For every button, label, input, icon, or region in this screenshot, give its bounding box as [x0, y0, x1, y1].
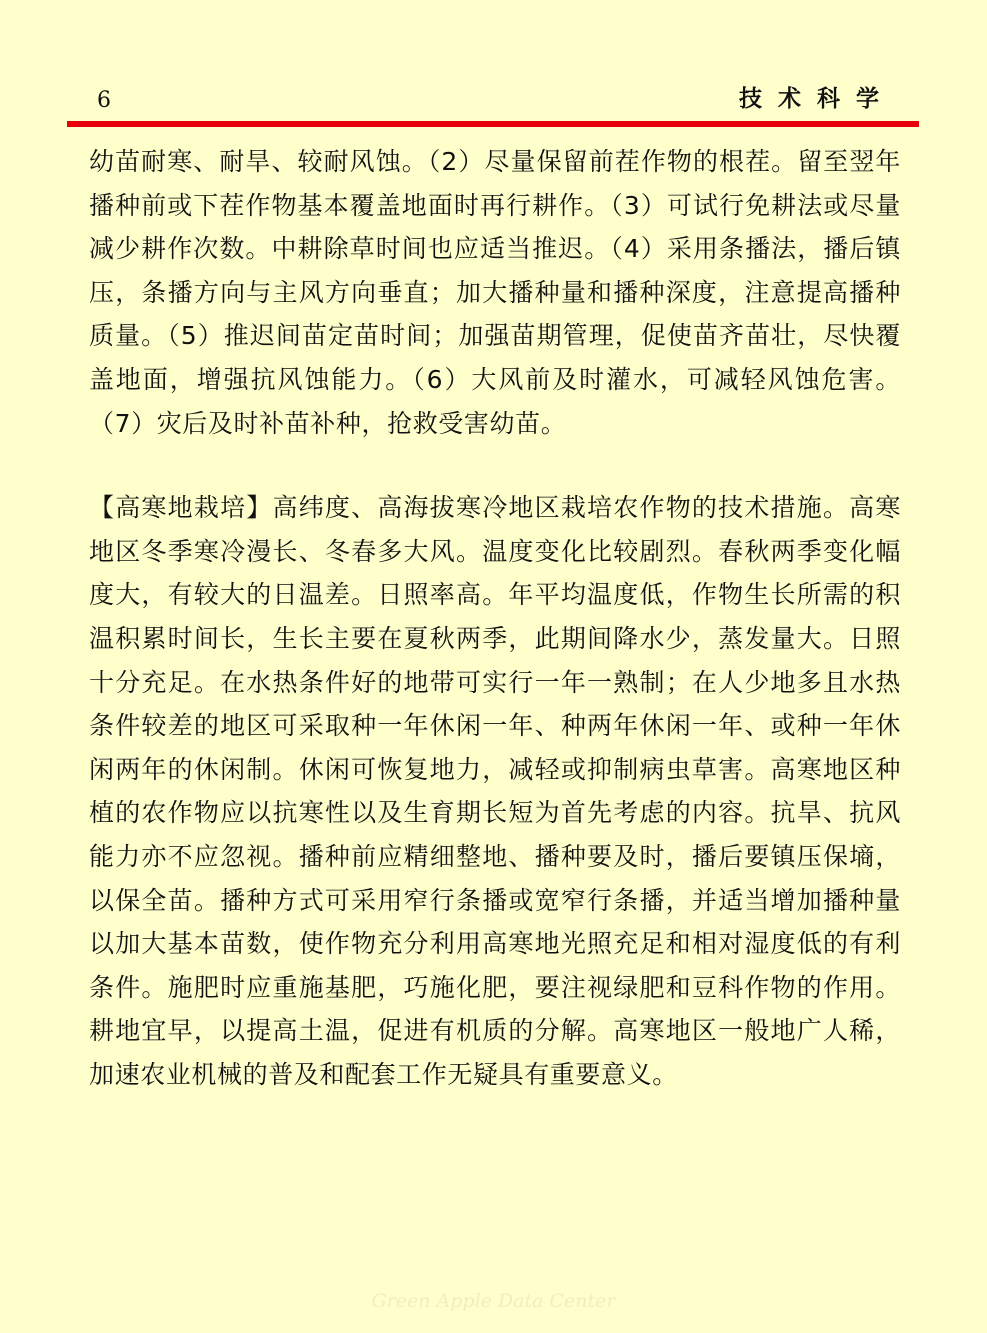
- paragraph: 幼苗耐寒、耐旱、较耐风蚀。（2）尽量保留前茬作物的根茬。留至翌年播种前或下茬作物基本覆盖地面时再行耕作。（3）可试行免耕法或尽量减少耕作次数。中耕除草时间也应适当推迟。（4）采用条播法，播后镇压，条播方向与主风方向垂直；加大播种量和播种深度，注意提高播种质量。（5）推迟间苗定苗时间；加强苗期管理，促使苗齐苗壮，尽快覆盖地面，增强抗风蚀能力。（6）大风前及时灌水，可减轻风蚀危害。（7）灾后及时补苗补种，抢救受害幼苗。: [89, 147, 901, 438]
- header-divider: [67, 121, 919, 127]
- watermark: Green Apple Data Center: [371, 1290, 616, 1312]
- paragraph: 【高寒地栽培】高纬度、高海拔寒冷地区栽培农作物的技术措施。高寒地区冬季寒冷漫长、冬春多大风。温度变化比较剧烈。春秋两季变化幅度大，有较大的日温差。日照率高。年平均温度低，作物生长所需的积温积累时间长，生长主要在夏秋两季，此期间降水少，蒸发量大。日照十分充足。在水热条件好的地带可实行一年一熟制；在人少地多且水热条件较差的地区可采取种一年休闲一年、种两年休闲一年、或种一年休闲两年的休闲制。休闲可恢复地力，减轻或抑制病虫草害。高寒地区种植的农作物应以抗寒性以及生育期长短为首先考虑的内容。抗旱、抗风能力亦不应忽视。播种前应精细整地、播种要及时，播后要镇压保墒，以保全苗。播种方式可采用窄行条播或宽窄行条播，并适当增加播种量以加大基本苗数，使作物充分利用高寒地光照充足和相对湿度低的有利条件。施肥时应重施基肥，巧施化肥，要注视绿肥和豆科作物的作用。耕地宜早，以提高土温，促进有机质的分解。高寒地区一般地广人稀，加速农业机械的普及和配套工作无疑具有重要意义。: [89, 493, 901, 1089]
- running-header-title: 技术科学: [739, 86, 895, 112]
- page-number: 6: [97, 88, 111, 113]
- body-text: [89, 140, 901, 1096]
